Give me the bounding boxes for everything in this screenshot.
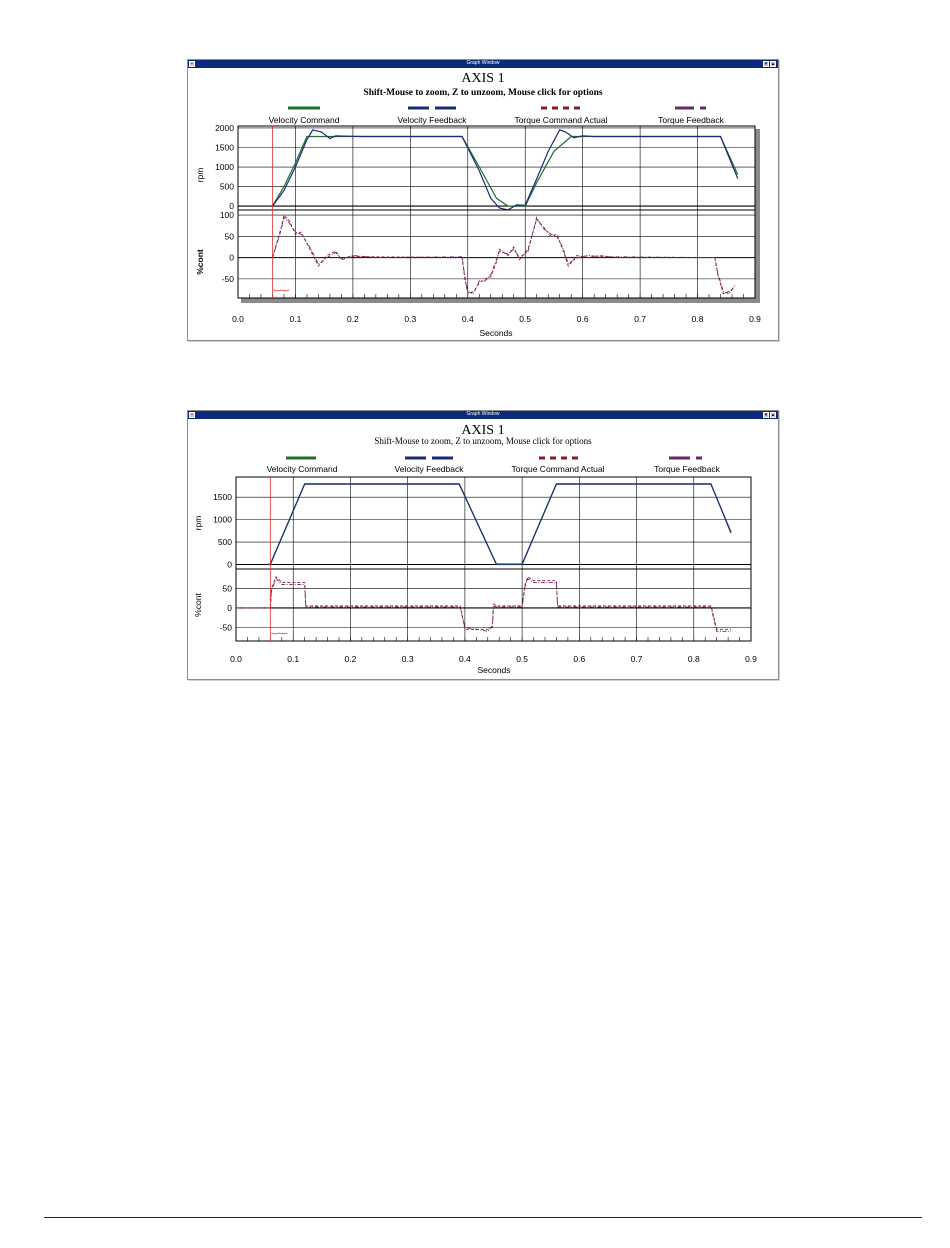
plot-area-2[interactable] xyxy=(188,411,778,679)
y-tick-label: 500 xyxy=(217,537,232,548)
y-tick-label: 100 xyxy=(219,210,234,221)
legend-label-torque-feedback: Torque Feedback xyxy=(654,464,720,474)
y-tick-label: 0 xyxy=(227,559,232,570)
system-menu-button[interactable]: − xyxy=(190,61,194,67)
torque-axis-label: %cont xyxy=(193,593,203,617)
y-tick-label: 50 xyxy=(224,231,234,242)
legend xyxy=(269,108,725,125)
legend-label-velocity-feedback: Velocity Feedback xyxy=(397,115,467,125)
x-tick-label: 0.7 xyxy=(630,654,643,664)
x-tick-label: 0.0 xyxy=(232,314,244,324)
torque-axis-label: %cont xyxy=(195,249,205,275)
legend-label-velocity-feedback: Velocity Feedback xyxy=(394,464,464,474)
window-title: Graph Window xyxy=(466,411,500,417)
y-tick-label: 0 xyxy=(229,252,234,263)
rpm-axis-label: rpm xyxy=(193,515,203,531)
x-tick-label: 0.9 xyxy=(745,654,757,664)
x-tick-label: 0.0 xyxy=(230,654,242,664)
rpm-axis-label: rpm xyxy=(195,167,205,183)
chart-subtitle: Shift-Mouse to zoom, Z to unzoom, Mouse click for options xyxy=(363,88,603,98)
x-tick-label: 0.4 xyxy=(461,314,474,324)
x-tick-label: 0.3 xyxy=(404,314,417,324)
plot-area-1[interactable] xyxy=(188,60,778,340)
x-tick-label: 0.8 xyxy=(691,314,704,324)
y-tick-label: 1500 xyxy=(215,142,234,153)
y-tick-label: 0 xyxy=(227,602,232,613)
maximize-button[interactable]: ▴ xyxy=(771,412,775,418)
x-tick-label: 0.3 xyxy=(401,654,414,664)
x-tick-label: 0.5 xyxy=(519,314,532,324)
plot-shadow-bottom xyxy=(241,298,760,303)
system-menu-button[interactable]: − xyxy=(190,412,194,418)
y-tick-label: -50 xyxy=(219,622,232,633)
legend-label-torque-command-actual: Torque Command Actual xyxy=(511,464,605,474)
y-tick-label: 500 xyxy=(219,181,234,192)
graph-window-2 xyxy=(187,410,779,680)
minimize-button[interactable]: ▾ xyxy=(764,61,768,67)
graph-window-1 xyxy=(187,59,779,341)
y-tick-label: 2000 xyxy=(215,122,234,133)
x-axis-label: Seconds xyxy=(479,328,513,338)
plot-frame xyxy=(238,126,755,298)
legend-label-velocity-command: Velocity Command xyxy=(266,464,338,474)
page-footer-rule xyxy=(44,1217,922,1218)
window-title: Graph Window xyxy=(466,60,500,66)
legend-label-torque-command-actual: Torque Command Actual xyxy=(514,115,608,125)
y-tick-label: 0 xyxy=(229,201,234,212)
x-tick-label: 0.1 xyxy=(289,314,302,324)
legend-label-torque-feedback: Torque Feedback xyxy=(658,115,724,125)
y-tick-label: 1500 xyxy=(213,492,232,503)
chart-title: AXIS 1 xyxy=(461,71,505,86)
maximize-button[interactable]: ▴ xyxy=(771,61,775,67)
x-tick-label: 0.9 xyxy=(749,314,761,324)
x-tick-label: 0.8 xyxy=(687,654,700,664)
chart-subtitle: Shift-Mouse to zoom, Z to unzoom, Mouse click for options xyxy=(374,436,592,446)
chart-title: AXIS 1 xyxy=(461,423,505,438)
y-tick-label: 1000 xyxy=(213,514,232,525)
x-tick-label: 0.2 xyxy=(346,314,359,324)
y-tick-label: -50 xyxy=(221,273,234,284)
x-axis-label: Seconds xyxy=(477,665,511,675)
x-tick-label: 0.5 xyxy=(516,654,529,664)
x-tick-label: 0.1 xyxy=(287,654,300,664)
minimize-button[interactable]: ▾ xyxy=(764,412,768,418)
x-tick-label: 0.2 xyxy=(344,654,357,664)
x-tick-label: 0.4 xyxy=(458,654,471,664)
x-tick-label: 0.6 xyxy=(576,314,589,324)
x-tick-label: 0.7 xyxy=(634,314,647,324)
legend xyxy=(267,458,721,474)
x-tick-label: 0.6 xyxy=(573,654,586,664)
y-tick-label: 1000 xyxy=(215,162,234,173)
y-tick-label: 50 xyxy=(222,583,232,594)
legend-label-velocity-command: Velocity Command xyxy=(268,115,340,125)
plot-shadow-right xyxy=(755,129,760,303)
